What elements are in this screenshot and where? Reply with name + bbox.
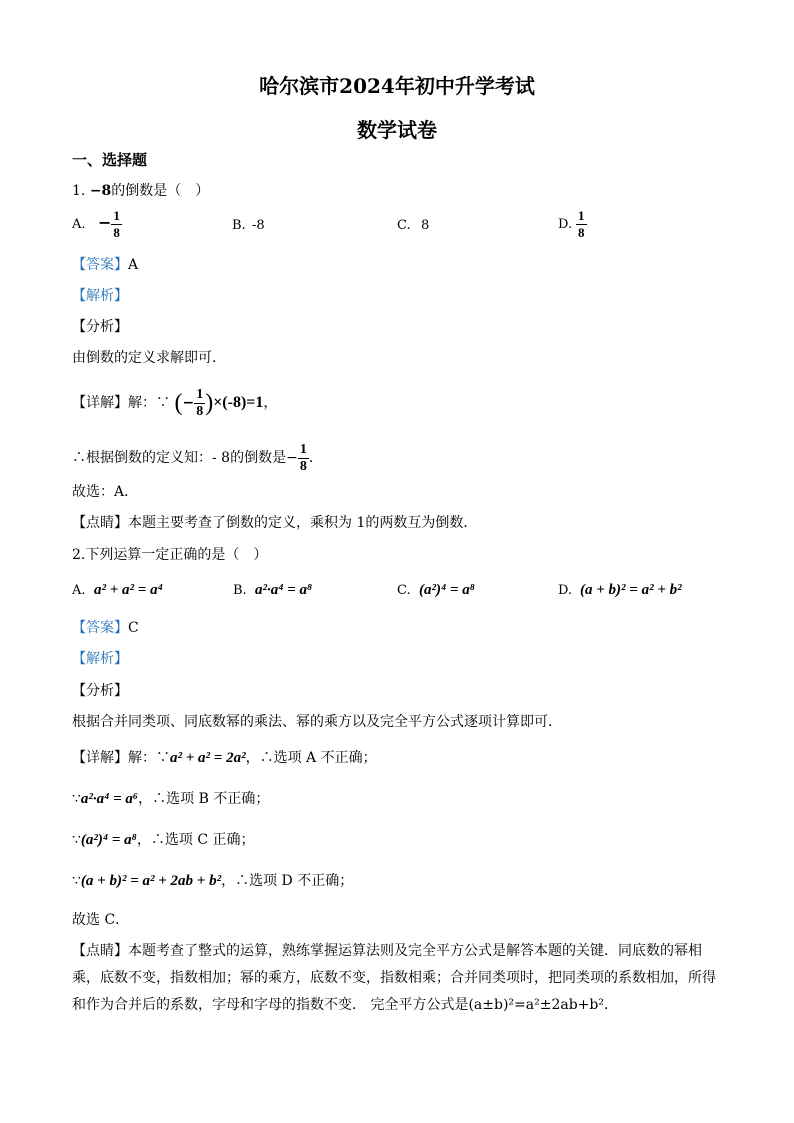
minus-sign: − xyxy=(182,395,195,411)
section-heading: 一、选择题 xyxy=(72,151,148,169)
q2-detail-1 xyxy=(72,748,377,768)
option-value: 8 xyxy=(421,218,430,233)
option-label: A. xyxy=(72,217,86,232)
q1-choose: 故选：A． xyxy=(72,484,139,500)
minus-sign: − xyxy=(98,213,112,232)
option-value: -8 xyxy=(252,218,265,233)
q2-dianjing xyxy=(72,938,724,1019)
fraction xyxy=(298,442,309,475)
because: ∵ xyxy=(72,873,81,889)
q1-conclusion xyxy=(72,438,313,478)
q1-number: 1. xyxy=(72,183,90,199)
q2-option-d xyxy=(558,582,682,599)
detail-result: ，∴选项 C 正确； xyxy=(136,832,255,848)
page-subtitle: 数学试卷 xyxy=(357,118,437,142)
numerator: 1 xyxy=(299,441,307,457)
option-label: A. xyxy=(72,583,86,598)
option-label: B. xyxy=(233,583,247,598)
detail-expr: a²·a⁴ = a⁶ xyxy=(80,791,139,807)
denominator: 8 xyxy=(196,403,204,419)
numerator: 1 xyxy=(196,386,204,402)
q1-option-a xyxy=(72,208,122,241)
fraction xyxy=(111,208,122,241)
numerator: 1 xyxy=(113,208,120,223)
q2-fenxi-tag: 【分析】 xyxy=(72,683,128,699)
detail-expr: a² + a² = 2a² xyxy=(170,750,246,766)
q1-detail xyxy=(72,383,277,423)
q2-option-c xyxy=(397,582,475,599)
period: . xyxy=(308,450,314,466)
q1-text: 的倒数是（ ） xyxy=(111,183,210,199)
question-1-stem xyxy=(72,181,209,201)
q1-option-d xyxy=(558,208,587,241)
page-title: 哈尔滨市2024年初中升学考试 xyxy=(259,74,535,98)
because: ∵ xyxy=(72,791,81,807)
because: 解：∵ xyxy=(128,750,170,766)
q2-option-b xyxy=(233,582,312,599)
option-label: C. xyxy=(397,583,411,598)
denominator: 8 xyxy=(578,225,585,240)
answer-tag: 【答案】 xyxy=(72,257,128,273)
fraction xyxy=(194,387,205,420)
q1-fenxi-tag: 【分析】 xyxy=(72,319,128,335)
dianjing-text: 本题主要考查了倒数的定义，乘积为 1的两数互为倒数． xyxy=(128,515,478,531)
because: ∵ xyxy=(72,832,81,848)
q1-option-c xyxy=(397,218,429,233)
option-label: D. xyxy=(558,217,573,232)
option-expr: a²·a⁴ = a⁸ xyxy=(255,582,313,598)
denominator: 8 xyxy=(299,458,307,474)
detail-result: ，∴选项 A 不正确； xyxy=(245,750,377,766)
q1-jiexi-tag: 【解析】 xyxy=(72,288,128,304)
q1-expr: −8 xyxy=(89,183,112,199)
dianjing-tag: 【点睛】 xyxy=(72,943,128,959)
q2-jiexi-tag: 【解析】 xyxy=(72,651,128,667)
q2-detail-3 xyxy=(72,830,255,850)
q2-choose: 故选 C． xyxy=(72,912,130,928)
detail-prefix: 解：∵ xyxy=(128,395,170,411)
q2-fenxi-text: 根据合并同类项、同底数幂的乘法、幂的乘方以及完全平方公式逐项计算即可． xyxy=(72,714,562,730)
option-label: D. xyxy=(558,583,573,598)
detail-tag: 【详解】 xyxy=(72,395,128,411)
option-expr: a² + a² = a⁴ xyxy=(94,582,163,598)
comma: ， xyxy=(263,395,278,411)
detail-expr: (a²)⁴ = a⁸ xyxy=(80,832,137,848)
q1-option-b xyxy=(232,218,265,233)
q2-detail-2 xyxy=(72,789,269,809)
conclusion-text: ∴根据倒数的定义知：- 8的倒数是− xyxy=(72,450,298,466)
q1-fenxi-text: 由倒数的定义求解即可. xyxy=(72,350,217,366)
denominator: 8 xyxy=(113,225,120,240)
detail-tag: 【详解】 xyxy=(72,750,128,766)
q1-answer xyxy=(72,255,138,275)
detail-expr: ×(-8)=1 xyxy=(213,394,264,411)
option-label: C. xyxy=(397,218,411,233)
right-paren: ) xyxy=(205,390,214,416)
q1-dianjing xyxy=(72,513,477,533)
answer-tag: 【答案】 xyxy=(72,620,128,636)
q2-answer xyxy=(72,618,139,638)
left-paren: ( xyxy=(174,390,183,416)
numerator: 1 xyxy=(578,208,585,223)
detail-result: ，∴选项 D 不正确； xyxy=(221,873,354,889)
answer-value: C xyxy=(128,620,139,636)
answer-value: A xyxy=(128,257,139,273)
q2-detail-4 xyxy=(72,871,353,891)
option-expr: (a²)⁴ = a⁸ xyxy=(419,582,475,598)
detail-expr: (a + b)² = a² + 2ab + b² xyxy=(80,873,222,889)
fraction xyxy=(576,208,587,241)
q2-option-a xyxy=(72,582,163,599)
dianjing-tag: 【点睛】 xyxy=(72,515,128,531)
detail-result: ，∴选项 B 不正确； xyxy=(138,791,270,807)
dianjing-text: 本题考查了整式的运算，熟练掌握运算法则及完全平方公式是解答本题的关键．同底数的幂相乘，底数不变，指数相加；幂的乘方，底数不变，指数相乘；合并同类项时，把同类项的系数相加，所得和作为合并后的系数，字母和字母的指数不变． 完全平方公式是(a±b)²=a²±2ab+b²． xyxy=(72,943,716,1013)
option-label: B. xyxy=(232,218,246,233)
option-expr: (a + b)² = a² + b² xyxy=(580,582,682,598)
question-2-stem: 2.下列运算一定正确的是（ ） xyxy=(72,547,268,563)
